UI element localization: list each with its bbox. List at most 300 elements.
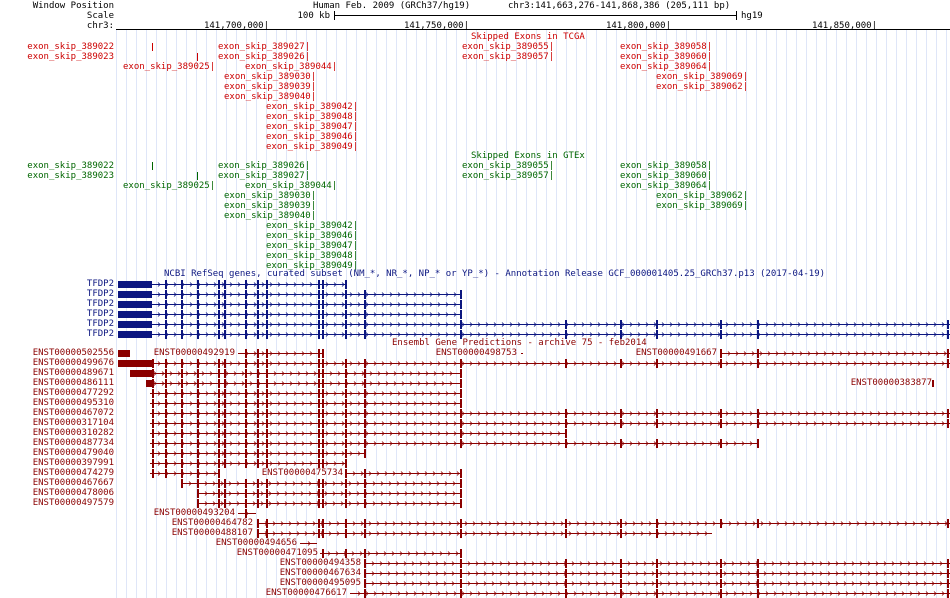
gtex-exon-label[interactable]: exon_skip_389042| bbox=[266, 221, 359, 231]
ensembl-transcript-exon bbox=[197, 389, 199, 398]
refseq-transcript-exon bbox=[266, 310, 268, 319]
refseq-transcript-exon bbox=[656, 320, 658, 329]
gtex-exon-label[interactable]: exon_skip_389069| bbox=[656, 201, 749, 211]
refseq-transcript-exon bbox=[266, 290, 268, 299]
ensembl-inline-label[interactable]: ENST00000493204 bbox=[153, 508, 235, 518]
refseq-transcript-exon bbox=[165, 280, 167, 289]
ensembl-transcript-exon bbox=[318, 419, 320, 428]
refseq-transcript-exon bbox=[224, 280, 226, 289]
ensembl-transcript-exon bbox=[257, 489, 259, 498]
gtex-exon-label[interactable]: exon_skip_389049| bbox=[266, 261, 359, 271]
gtex-left-label[interactable]: exon_skip_389023 bbox=[27, 171, 114, 181]
ensembl-transcript-exon bbox=[364, 499, 366, 508]
refseq-transcript-exon bbox=[345, 300, 347, 309]
ensembl-transcript-exon bbox=[364, 589, 366, 598]
ensembl-inline-label[interactable]: ENST00000475734 bbox=[261, 468, 343, 478]
chrom-label: chr3: bbox=[86, 21, 114, 31]
ensembl-transcript-exon bbox=[318, 489, 320, 498]
refseq-transcript-exon bbox=[218, 280, 220, 289]
gtex-exon-label[interactable]: exon_skip_389046| bbox=[266, 231, 359, 241]
refseq-transcript-exon bbox=[165, 320, 167, 329]
refseq-transcript-exon bbox=[318, 330, 320, 339]
gtex-exon-label[interactable]: exon_skip_389062| bbox=[656, 191, 749, 201]
ensembl-transcript-exon bbox=[197, 409, 199, 418]
ensembl-transcript-exon bbox=[947, 419, 949, 428]
ensembl-transcript-exon bbox=[322, 409, 324, 418]
refseq-transcript-exon bbox=[460, 310, 462, 319]
ensembl-transcript-exon bbox=[947, 569, 949, 578]
refseq-transcript-exon bbox=[218, 330, 220, 339]
ensembl-transcript-utr-block bbox=[146, 380, 152, 387]
refseq-transcript-exon bbox=[197, 280, 199, 289]
ensembl-transcript-exon bbox=[224, 499, 226, 508]
refseq-transcript-exon bbox=[345, 330, 347, 339]
ensembl-transcript-exon bbox=[345, 519, 347, 528]
ensembl-transcript-exon bbox=[460, 469, 462, 478]
ensembl-transcript-exon bbox=[345, 389, 347, 398]
ensembl-transcript-exon bbox=[152, 419, 154, 428]
ensembl-transcript-exon bbox=[322, 389, 324, 398]
position-label: chr3:141,663,276-141,868,386 (205,111 bp) bbox=[508, 1, 731, 11]
ensembl-left-label[interactable]: ENST00000487734 bbox=[32, 438, 114, 448]
refseq-transcript-exon bbox=[257, 280, 259, 289]
refseq-transcript-exon bbox=[218, 290, 220, 299]
ensembl-transcript-exon bbox=[318, 389, 320, 398]
ensembl-transcript-exon bbox=[245, 499, 247, 508]
refseq-gene-label[interactable]: TFDP2 bbox=[86, 329, 114, 339]
ensembl-transcript-exon bbox=[165, 439, 167, 448]
ensembl-inline-label[interactable]: ENST00000488107 bbox=[171, 528, 253, 538]
refseq-transcript-exon bbox=[565, 320, 567, 329]
ensembl-transcript-exon bbox=[322, 499, 324, 508]
ensembl-inline-label[interactable]: ENST00000494358 bbox=[279, 558, 361, 568]
gtex-exon-label[interactable]: exon_skip_389058| bbox=[620, 161, 713, 171]
refseq-transcript-exon bbox=[656, 330, 658, 339]
gtex-exon-label[interactable]: exon_skip_389057| bbox=[462, 171, 555, 181]
ensembl-transcript-exon bbox=[460, 489, 462, 498]
tcga-exon-label[interactable]: exon_skip_389046| bbox=[266, 132, 359, 142]
gtex-exon-label[interactable]: exon_skip_389027| bbox=[218, 171, 311, 181]
ensembl-transcript-exon bbox=[181, 359, 183, 368]
refseq-transcript-exon bbox=[245, 320, 247, 329]
ensembl-transcript-exon bbox=[460, 549, 462, 558]
ensembl-transcript-exon bbox=[218, 379, 220, 388]
gtex-exon-label[interactable]: exon_skip_389040| bbox=[224, 211, 317, 221]
tcga-exon-label[interactable]: exon_skip_389047| bbox=[266, 122, 359, 132]
gtex-exon-label[interactable]: exon_skip_389025| bbox=[123, 181, 216, 191]
refseq-gene-label[interactable]: TFDP2 bbox=[86, 289, 114, 299]
ensembl-transcript-exon bbox=[245, 439, 247, 448]
ensembl-transcript-exon bbox=[322, 379, 324, 388]
tcga-exon-label[interactable]: exon_skip_389027| bbox=[218, 42, 311, 52]
ensembl-transcript-exon bbox=[345, 429, 347, 438]
ensembl-transcript-exon bbox=[318, 459, 320, 468]
ensembl-transcript-exon bbox=[181, 429, 183, 438]
ensembl-transcript-exon bbox=[565, 569, 567, 578]
ensembl-transcript-exon bbox=[266, 439, 268, 448]
ensembl-transcript-exon bbox=[656, 589, 658, 598]
refseq-transcript-exon bbox=[257, 310, 259, 319]
ensembl-inline-label[interactable]: ENST00000467634 bbox=[279, 568, 361, 578]
ensembl-left-label[interactable]: ENST00000495310 bbox=[32, 398, 114, 408]
ensembl-transcript-exon bbox=[460, 499, 462, 508]
ensembl-transcript-exon bbox=[322, 449, 324, 458]
ensembl-left-label[interactable]: ENST00000467667 bbox=[32, 478, 114, 488]
refseq-gene-label[interactable]: TFDP2 bbox=[86, 319, 114, 329]
ensembl-transcript-exon bbox=[620, 559, 622, 568]
ensembl-left-label[interactable]: ENST00000397991 bbox=[32, 458, 114, 468]
gtex-exon-label[interactable]: exon_skip_389039| bbox=[224, 201, 317, 211]
ensembl-transcript-exon bbox=[565, 559, 567, 568]
ensembl-transcript-exon bbox=[165, 359, 167, 368]
tcga-exon-label[interactable]: exon_skip_389055| bbox=[462, 42, 555, 52]
ensembl-transcript-exon bbox=[720, 409, 722, 418]
ensembl-transcript-exon bbox=[245, 459, 247, 468]
tcga-exon-label[interactable]: exon_skip_389026| bbox=[218, 52, 311, 62]
ensembl-transcript-exon bbox=[620, 519, 622, 528]
ensembl-transcript-exon bbox=[245, 379, 247, 388]
ensembl-transcript-exon bbox=[318, 439, 320, 448]
ensembl-transcript-exon bbox=[218, 389, 220, 398]
ensembl-transcript-exon bbox=[245, 449, 247, 458]
ensembl-transcript-exon bbox=[152, 449, 154, 458]
tcga-exon-label[interactable]: exon_skip_389030| bbox=[224, 72, 317, 82]
ensembl-transcript-exon bbox=[152, 439, 154, 448]
ensembl-transcript-exon bbox=[257, 499, 259, 508]
refseq-transcript-utr-block bbox=[118, 291, 152, 298]
ensembl-transcript-exon bbox=[165, 469, 167, 478]
ensembl-transcript-exon bbox=[165, 409, 167, 418]
ensembl-transcript-exon bbox=[757, 569, 759, 578]
ensembl-transcript-exon bbox=[364, 449, 366, 458]
ensembl-left-label[interactable]: ENST00000497579 bbox=[32, 498, 114, 508]
ensembl-transcript-exon bbox=[197, 479, 199, 488]
ensembl-transcript-exon bbox=[720, 349, 722, 358]
refseq-transcript-exon bbox=[224, 300, 226, 309]
ensembl-left-label[interactable]: ENST00000317104 bbox=[32, 418, 114, 428]
gtex-exon-label[interactable]: exon_skip_389030| bbox=[224, 191, 317, 201]
ensembl-transcript-exon bbox=[318, 429, 320, 438]
ensembl-transcript-exon bbox=[460, 399, 462, 408]
refseq-transcript-exon bbox=[218, 300, 220, 309]
ensembl-transcript-exon bbox=[224, 479, 226, 488]
ensembl-transcript-exon bbox=[565, 429, 567, 438]
refseq-transcript-utr-block bbox=[118, 321, 152, 328]
ensembl-transcript-exon bbox=[345, 479, 347, 488]
ensembl-transcript-exon bbox=[257, 359, 259, 368]
tcga-exon-label[interactable]: exon_skip_389049| bbox=[266, 142, 359, 152]
refseq-transcript-utr-block bbox=[118, 281, 152, 288]
ensembl-inline-label[interactable]: ENST00000492919 bbox=[153, 348, 235, 358]
ensembl-transcript-exon bbox=[757, 409, 759, 418]
ensembl-transcript-exon bbox=[322, 369, 324, 378]
refseq-transcript-exon bbox=[245, 300, 247, 309]
ensembl-inline-label[interactable]: ENST00000495095 bbox=[279, 578, 361, 588]
tcga-exon-label[interactable]: exon_skip_389048| bbox=[266, 112, 359, 122]
gtex-exon-label[interactable]: exon_skip_389060| bbox=[620, 171, 713, 181]
tcga-exon-label[interactable]: exon_skip_389058| bbox=[620, 42, 713, 52]
refseq-transcript-exon bbox=[181, 320, 183, 329]
ensembl-transcript-exon bbox=[947, 559, 949, 568]
ensembl-transcript-exon bbox=[218, 409, 220, 418]
refseq-transcript-exon bbox=[318, 310, 320, 319]
ensembl-transcript-exon bbox=[245, 419, 247, 428]
ensembl-transcript-exon bbox=[266, 389, 268, 398]
ensembl-transcript-exon bbox=[181, 479, 183, 488]
ensembl-transcript-exon bbox=[266, 419, 268, 428]
ensembl-transcript-exon bbox=[266, 499, 268, 508]
ensembl-transcript-exon bbox=[318, 499, 320, 508]
gtex-track-title: Skipped Exons in GTEx bbox=[471, 151, 585, 161]
ensembl-transcript-exon bbox=[656, 529, 658, 538]
tcga-exon-label[interactable]: exon_skip_389057| bbox=[462, 52, 555, 62]
ensembl-transcript-exon bbox=[245, 479, 247, 488]
refseq-transcript-exon bbox=[364, 310, 366, 319]
refseq-transcript-exon bbox=[318, 290, 320, 299]
ensembl-inline-label[interactable]: ENST00000476617 bbox=[265, 588, 347, 598]
ensembl-transcript-exon bbox=[257, 419, 259, 428]
gtex-exon-label[interactable]: exon_skip_389048| bbox=[266, 251, 359, 261]
ensembl-transcript-exon bbox=[197, 429, 199, 438]
tcga-exon-label[interactable]: exon_skip_389069| bbox=[656, 72, 749, 82]
ensembl-transcript-exon bbox=[460, 429, 462, 438]
ensembl-left-label[interactable]: ENST00000486111 bbox=[32, 378, 114, 388]
ensembl-transcript-exon bbox=[364, 469, 366, 478]
refseq-transcript-exon bbox=[245, 330, 247, 339]
gtex-exon-label[interactable]: exon_skip_389055| bbox=[462, 161, 555, 171]
ensembl-left-label[interactable]: ENST00000502556 bbox=[32, 348, 114, 358]
ensembl-transcript-exon bbox=[565, 579, 567, 588]
refseq-transcript-exon bbox=[720, 330, 722, 339]
refseq-transcript-exon bbox=[257, 300, 259, 309]
ensembl-transcript-exon bbox=[364, 579, 366, 588]
ensembl-transcript-exon bbox=[218, 359, 220, 368]
gtex-left-label[interactable]: exon_skip_389022 bbox=[27, 161, 114, 171]
tcga-left-label[interactable]: exon_skip_389023 bbox=[27, 52, 114, 62]
ensembl-transcript-exon bbox=[181, 459, 183, 468]
ensembl-transcript-exon bbox=[266, 349, 268, 358]
ensembl-track-title: Ensembl Gene Predictions - archive 75 - feb2014 bbox=[392, 338, 647, 348]
ensembl-transcript-exon bbox=[364, 409, 366, 418]
refseq-transcript-exon bbox=[257, 320, 259, 329]
ensembl-transcript-exon bbox=[266, 399, 268, 408]
refseq-transcript-exon bbox=[345, 310, 347, 319]
ensembl-left-label[interactable]: ENST00000477292 bbox=[32, 388, 114, 398]
tcga-exon-label[interactable]: exon_skip_389040| bbox=[224, 92, 317, 102]
refseq-transcript-exon bbox=[364, 290, 366, 299]
ruler-tick-label: 141,850,000| bbox=[811, 21, 877, 31]
tcga-exon-label[interactable]: exon_skip_389064| bbox=[620, 62, 713, 72]
ensembl-transcript-exon bbox=[345, 549, 347, 558]
ensembl-transcript-exon bbox=[656, 409, 658, 418]
window-position-label: Window Position bbox=[32, 1, 114, 11]
tcga-exon-label[interactable]: exon_skip_389039| bbox=[224, 82, 317, 92]
ensembl-transcript-exon bbox=[720, 559, 722, 568]
ensembl-transcript-exon bbox=[565, 589, 567, 598]
refseq-transcript-exon bbox=[947, 330, 949, 339]
ensembl-transcript-exon bbox=[364, 519, 366, 528]
ensembl-transcript-exon bbox=[181, 409, 183, 418]
ensembl-transcript-exon bbox=[257, 459, 259, 468]
ensembl-transcript-exon bbox=[224, 369, 226, 378]
ensembl-transcript-exon bbox=[165, 379, 167, 388]
ensembl-transcript-exon bbox=[947, 409, 949, 418]
ensembl-transcript-exon bbox=[460, 419, 462, 428]
refseq-transcript-exon bbox=[266, 320, 268, 329]
refseq-transcript-exon bbox=[947, 320, 949, 329]
ensembl-transcript-exon bbox=[460, 369, 462, 378]
ensembl-inline-label[interactable]: ENST00000491667 bbox=[635, 348, 717, 358]
refseq-transcript-exon bbox=[364, 320, 366, 329]
ruler-tick-label: 141,750,000| bbox=[403, 21, 469, 31]
ensembl-transcript-exon bbox=[218, 439, 220, 448]
ensembl-left-label[interactable]: ENST00000467072 bbox=[32, 408, 114, 418]
ensembl-transcript-exon bbox=[460, 359, 462, 368]
ensembl-transcript-exon bbox=[947, 579, 949, 588]
refseq-transcript-exon bbox=[197, 290, 199, 299]
ensembl-inline-label[interactable]: ENST00000464782 bbox=[171, 518, 253, 528]
tcga-exon-label[interactable]: exon_skip_389025| bbox=[123, 62, 216, 72]
ensembl-left-label[interactable]: ENST00000478006 bbox=[32, 488, 114, 498]
refseq-transcript-exon bbox=[345, 320, 347, 329]
ensembl-transcript-exon bbox=[224, 399, 226, 408]
refseq-transcript-exon bbox=[318, 320, 320, 329]
refseq-transcript-exon bbox=[197, 300, 199, 309]
ensembl-transcript-utr-block bbox=[118, 360, 152, 367]
ensembl-transcript-exon bbox=[218, 489, 220, 498]
ensembl-left-label[interactable]: ENST00000489671 bbox=[32, 368, 114, 378]
refseq-gene-label[interactable]: TFDP2 bbox=[86, 279, 114, 289]
refseq-transcript-exon bbox=[181, 280, 183, 289]
ensembl-left-label[interactable]: ENST00000310282 bbox=[32, 428, 114, 438]
refseq-transcript-exon bbox=[322, 320, 324, 329]
ensembl-transcript-exon bbox=[181, 449, 183, 458]
ensembl-transcript-exon bbox=[152, 469, 154, 478]
ensembl-transcript-exon bbox=[197, 449, 199, 458]
ensembl-transcript-exon bbox=[620, 409, 622, 418]
ensembl-transcript-exon bbox=[318, 379, 320, 388]
gtex-exon-label[interactable]: exon_skip_389047| bbox=[266, 241, 359, 251]
ensembl-left-label[interactable]: ENST00000499676 bbox=[32, 358, 114, 368]
ensembl-transcript-exon bbox=[322, 439, 324, 448]
ensembl-transcript-exon bbox=[245, 369, 247, 378]
ensembl-transcript-exon bbox=[152, 389, 154, 398]
ensembl-inline-label[interactable]: ENST00000498753 bbox=[435, 348, 517, 358]
refseq-transcript-exon bbox=[757, 330, 759, 339]
tcga-exon-label[interactable]: exon_skip_389062| bbox=[656, 82, 749, 92]
ensembl-transcript-exon bbox=[152, 459, 154, 468]
ensembl-transcript-exon bbox=[322, 479, 324, 488]
ensembl-transcript-exon bbox=[364, 489, 366, 498]
ensembl-transcript-exon bbox=[257, 439, 259, 448]
ensembl-transcript-exon bbox=[720, 519, 722, 528]
ensembl-left-label[interactable]: ENST00000474279 bbox=[32, 468, 114, 478]
refseq-transcript-exon bbox=[345, 290, 347, 299]
ensembl-transcript-exon bbox=[460, 379, 462, 388]
refseq-transcript-exon bbox=[224, 290, 226, 299]
ensembl-transcript-exon bbox=[218, 499, 220, 508]
ensembl-transcript-exon bbox=[245, 399, 247, 408]
ensembl-transcript-exon bbox=[318, 359, 320, 368]
refseq-transcript-exon bbox=[224, 320, 226, 329]
ensembl-transcript-exon bbox=[197, 469, 199, 478]
ensembl-transcript-exon bbox=[364, 379, 366, 388]
ensembl-transcript-exon bbox=[322, 519, 324, 528]
refseq-transcript-exon bbox=[165, 310, 167, 319]
ensembl-transcript-exon bbox=[266, 529, 268, 538]
ensembl-transcript-exon bbox=[152, 429, 154, 438]
ensembl-transcript-exon bbox=[345, 419, 347, 428]
ensembl-transcript-exon bbox=[245, 409, 247, 418]
ensembl-transcript-exon bbox=[245, 509, 247, 518]
gtex-exon-label[interactable]: exon_skip_389064| bbox=[620, 181, 713, 191]
ensembl-transcript-exon bbox=[152, 369, 154, 378]
ensembl-transcript-exon bbox=[181, 439, 183, 448]
refseq-transcript-exon bbox=[181, 330, 183, 339]
ensembl-transcript-exon bbox=[224, 359, 226, 368]
ensembl-inline-label[interactable]: ENST00000383877 bbox=[850, 378, 932, 388]
ensembl-transcript-exon bbox=[266, 359, 268, 368]
ensembl-left-label[interactable]: ENST00000479040 bbox=[32, 448, 114, 458]
ensembl-transcript-exon bbox=[318, 369, 320, 378]
ensembl-transcript-exon bbox=[364, 529, 366, 538]
tcga-exon-label[interactable]: exon_skip_389042| bbox=[266, 102, 359, 112]
refseq-track-title: NCBI RefSeq genes, curated subset (NM_*, NR_*, NP_* or YP_*) - Annotation Release GCF_000001405.25_GRCh37.p13 (2017-04-19) bbox=[164, 269, 826, 279]
ensembl-transcript-exon bbox=[266, 459, 268, 468]
gtex-exon-label[interactable]: exon_skip_389026| bbox=[218, 161, 311, 171]
tcga-left-label[interactable]: exon_skip_389022 bbox=[27, 42, 114, 52]
ensembl-transcript-exon bbox=[656, 519, 658, 528]
ensembl-transcript-exon bbox=[165, 429, 167, 438]
ensembl-transcript-exon bbox=[345, 369, 347, 378]
refseq-transcript-exon bbox=[224, 310, 226, 319]
ensembl-transcript-exon bbox=[345, 489, 347, 498]
ensembl-transcript-exon bbox=[197, 499, 199, 508]
ensembl-transcript-exon bbox=[565, 409, 567, 418]
ensembl-transcript-exon bbox=[257, 369, 259, 378]
ensembl-inline-label[interactable]: ENST00000471095 bbox=[236, 548, 318, 558]
ensembl-transcript-exon bbox=[257, 389, 259, 398]
ensembl-transcript-utr-block bbox=[130, 370, 152, 377]
ensembl-transcript-exon bbox=[460, 559, 462, 568]
ensembl-transcript-exon bbox=[266, 379, 268, 388]
refseq-gene-label[interactable]: TFDP2 bbox=[86, 299, 114, 309]
ensembl-transcript-exon bbox=[460, 579, 462, 588]
ensembl-transcript-exon bbox=[656, 579, 658, 588]
ensembl-transcript-exon bbox=[266, 519, 268, 528]
ensembl-transcript-exon bbox=[318, 449, 320, 458]
ensembl-transcript-exon bbox=[318, 479, 320, 488]
refseq-transcript-exon bbox=[266, 300, 268, 309]
ensembl-transcript-exon bbox=[620, 359, 622, 368]
refseq-transcript-exon bbox=[322, 300, 324, 309]
ensembl-transcript-exon bbox=[152, 379, 154, 388]
scale-bar-text: 100 kb bbox=[297, 11, 330, 21]
ensembl-transcript-exon bbox=[345, 469, 347, 478]
ensembl-inline-label[interactable]: ENST00000494656 bbox=[215, 538, 297, 548]
ensembl-transcript-exon bbox=[224, 489, 226, 498]
ensembl-transcript-exon bbox=[364, 389, 366, 398]
refseq-transcript-exon bbox=[257, 330, 259, 339]
ensembl-transcript-exon bbox=[245, 349, 247, 358]
tcga-exon-label[interactable]: exon_skip_389060| bbox=[620, 52, 713, 62]
refseq-gene-label[interactable]: TFDP2 bbox=[86, 309, 114, 319]
tcga-exon-label[interactable]: exon_skip_389044| bbox=[245, 62, 338, 72]
gtex-exon-label[interactable]: exon_skip_389044| bbox=[245, 181, 338, 191]
refseq-transcript-exon bbox=[257, 290, 259, 299]
ensembl-transcript-block bbox=[118, 350, 130, 357]
ensembl-transcript-exon bbox=[165, 459, 167, 468]
